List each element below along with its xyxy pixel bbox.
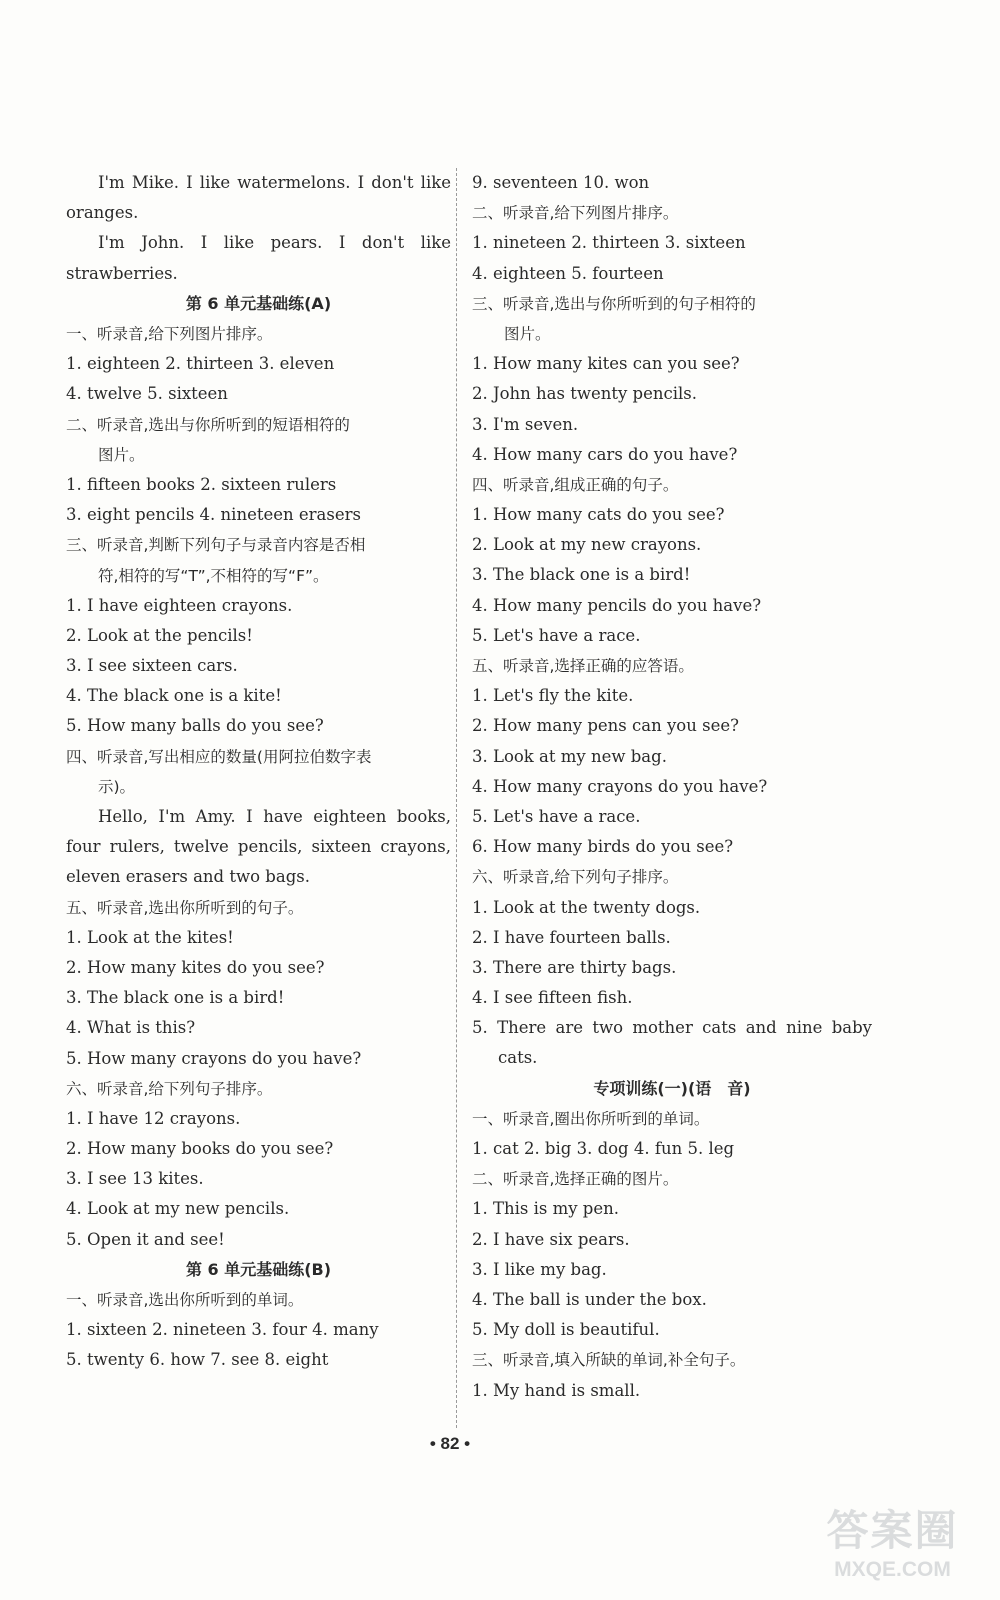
watermark-logo bbox=[805, 1498, 980, 1580]
list-item: 5. Open it and see! bbox=[66, 1229, 225, 1249]
list-item: 2. Look at the pencils! bbox=[66, 625, 253, 645]
list-item: 5. My doll is beautiful. bbox=[472, 1320, 660, 1340]
b-s1-line3: 9. seventeen 10. won bbox=[472, 173, 650, 192]
a-s1-head: 一、听录音,给下列图片排序。 bbox=[66, 325, 273, 343]
list-item: 2. How many pens can you see? bbox=[472, 716, 739, 736]
right-column bbox=[472, 168, 872, 1406]
list-item: 4. The ball is under the box. bbox=[472, 1289, 707, 1309]
a-s2-line1: 1. fifteen books 2. sixteen rulers bbox=[66, 474, 337, 494]
list-item: 4. How many crayons do you have? bbox=[472, 776, 768, 796]
a-s2-line2: 3. eight pencils 4. nineteen erasers bbox=[66, 505, 361, 525]
list-item: 1. How many kites can you see? bbox=[472, 354, 740, 374]
sp-s3-line1: 1. My hand is small. bbox=[472, 1380, 641, 1400]
special-title: 专项训练(一)(语 音) bbox=[593, 1078, 751, 1098]
sp-s1-head: 一、听录音,圈出你所听到的单词。 bbox=[472, 1109, 710, 1128]
list-item: 5. How many balls do you see? bbox=[66, 716, 324, 736]
intro-mike: I'm Mike. I like watermelons. I don't like oranges. bbox=[66, 173, 451, 223]
b-s5-head: 五、听录音,选择正确的应答语。 bbox=[472, 657, 694, 675]
list-item: 4. The black one is a kite! bbox=[66, 686, 282, 706]
a-s3-head: 三、听录音,判断下列句子与录音内容是否相 bbox=[66, 536, 366, 555]
list-item: 6. How many birds do you see? bbox=[472, 837, 734, 857]
b-s3-head-cont: 图片。 bbox=[504, 324, 551, 343]
list-item: 4. I see fifteen fish. bbox=[472, 988, 633, 1008]
intro-john: I'm John. I like pears. I don't like strawberries. bbox=[66, 233, 451, 283]
list-item: 1. Look at the kites! bbox=[66, 927, 234, 947]
list-item: 3. I like my bag. bbox=[472, 1259, 607, 1279]
sp-s2-head: 二、听录音,选择正确的图片。 bbox=[472, 1170, 679, 1189]
list-item: 2. I have six pears. bbox=[472, 1229, 630, 1249]
list-item: 1. How many cats do you see? bbox=[472, 505, 725, 525]
list-item: 2. Look at my new crayons. bbox=[472, 535, 702, 555]
list-item: 4. What is this? bbox=[66, 1018, 196, 1038]
b-s2-head: 二、听录音,给下列图片排序。 bbox=[472, 204, 679, 223]
a-s2-head-cont: 图片。 bbox=[98, 445, 145, 464]
b-s2-line2: 4. eighteen 5. fourteen bbox=[472, 263, 664, 283]
unit-b-title: 第 6 单元基础练(B) bbox=[185, 1259, 332, 1279]
list-item: 2. I have fourteen balls. bbox=[472, 927, 671, 947]
unit-a-title: 第 6 单元基础练(A) bbox=[185, 293, 332, 313]
watermark-sub: MXQE.COM bbox=[834, 1558, 951, 1581]
sp-s3-head: 三、听录音,填入所缺的单词,补全句子。 bbox=[472, 1351, 746, 1370]
list-item: 5. Let's have a race. bbox=[472, 806, 641, 826]
watermark-main: 答案圈 bbox=[826, 1506, 959, 1555]
a-s5-head: 五、听录音,选出你所听到的句子。 bbox=[66, 898, 304, 917]
b-s1-head: 一、听录音,选出你所听到的单词。 bbox=[66, 1291, 304, 1310]
list-item: 3. I'm seven. bbox=[472, 414, 579, 434]
list-item: 2. How many books do you see? bbox=[66, 1139, 334, 1159]
b-s1-line1: 1. sixteen 2. nineteen 3. four 4. many bbox=[66, 1320, 379, 1340]
list-item: 3. The black one is a bird! bbox=[66, 988, 285, 1008]
list-item: 1. I have eighteen crayons. bbox=[66, 595, 293, 615]
list-item: 1. This is my pen. bbox=[472, 1199, 620, 1219]
b-s2-line1: 1. nineteen 2. thirteen 3. sixteen bbox=[472, 233, 746, 253]
list-item: 3. Look at my new bag. bbox=[472, 746, 667, 766]
sp-s1-line1: 1. cat 2. big 3. dog 4. fun 5. leg bbox=[472, 1139, 735, 1159]
a-s4-head-cont: 示)。 bbox=[98, 777, 136, 796]
a-s1-line1: 1. eighteen 2. thirteen 3. eleven bbox=[66, 354, 335, 374]
list-item: 2. How many kites do you see? bbox=[66, 957, 325, 977]
a-s6-head: 六、听录音,给下列句子排序。 bbox=[66, 1079, 273, 1098]
b-s3-head: 三、听录音,选出与你所听到的句子相符的 bbox=[472, 294, 756, 313]
list-item: 1. I have 12 crayons. bbox=[66, 1108, 241, 1128]
list-item: 5. There are two mother cats and nine baby cats. bbox=[472, 1018, 872, 1068]
a-s3-head-cont: 符,相符的写“T”,不相符的写“F”。 bbox=[98, 566, 329, 585]
list-item: 4. How many pencils do you have? bbox=[472, 595, 762, 615]
list-item: 3. I see 13 kites. bbox=[66, 1169, 204, 1189]
a-s4-paragraph: Hello, I'm Amy. I have eighteen books, four rulers, twelve pencils, sixteen crayons, eleven erasers and two bags. bbox=[66, 807, 451, 887]
a-s4-head: 四、听录音,写出相应的数量(用阿拉伯数字表 bbox=[66, 747, 372, 766]
b-s6-head: 六、听录音,给下列句子排序。 bbox=[472, 868, 679, 887]
list-item: 5. How many crayons do you have? bbox=[66, 1048, 362, 1068]
list-item: 1. Let's fly the kite. bbox=[472, 686, 634, 706]
column-divider bbox=[456, 168, 457, 1428]
list-item: 5. Let's have a race. bbox=[472, 625, 641, 645]
a-s2-head: 二、听录音,选出与你所听到的短语相符的 bbox=[66, 415, 350, 434]
list-item: 4. How many cars do you have? bbox=[472, 444, 738, 464]
page-number: • 82 • bbox=[429, 1434, 471, 1453]
list-item: 3. The black one is a bird! bbox=[472, 565, 691, 585]
list-item: 4. Look at my new pencils. bbox=[66, 1199, 290, 1219]
list-item: 2. John has twenty pencils. bbox=[472, 384, 698, 404]
list-item: 3. I see sixteen cars. bbox=[66, 656, 238, 676]
b-s4-head: 四、听录音,组成正确的句子。 bbox=[472, 475, 679, 494]
b-s1-line2: 5. twenty 6. how 7. see 8. eight bbox=[66, 1350, 329, 1370]
list-item: 3. There are thirty bags. bbox=[472, 957, 677, 977]
list-item: 1. Look at the twenty dogs. bbox=[472, 897, 701, 917]
a-s1-line2: 4. twelve 5. sixteen bbox=[66, 384, 228, 404]
left-column bbox=[66, 168, 451, 1376]
